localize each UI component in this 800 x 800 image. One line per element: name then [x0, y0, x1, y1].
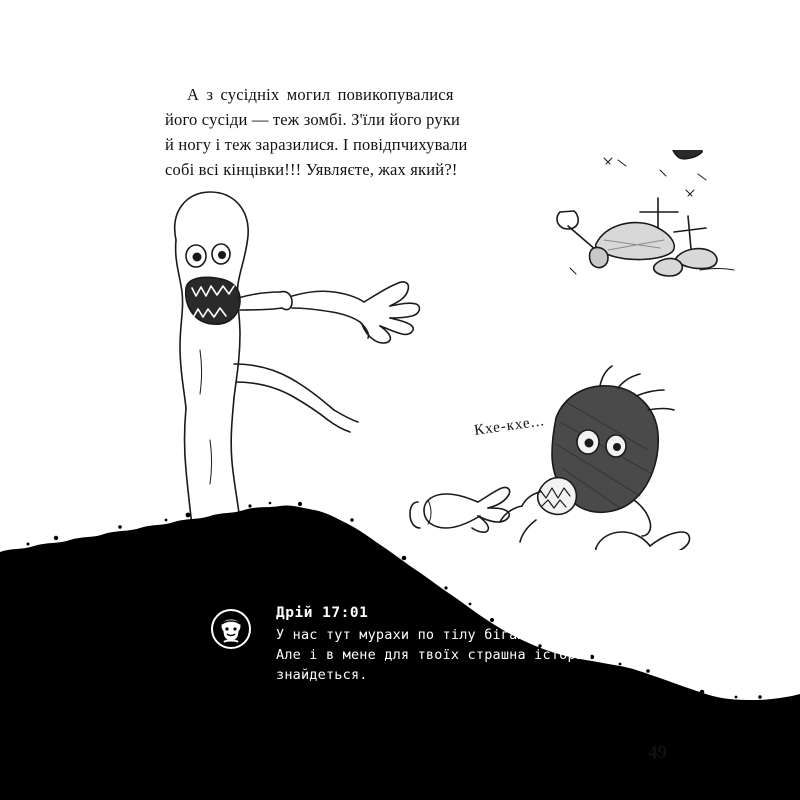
avatar: [210, 608, 252, 650]
zombie-scene-svg: [0, 150, 800, 550]
text-line-1-content: А з сусідніх могил повикопувалися: [187, 85, 454, 104]
boy-face-avatar-icon: [210, 608, 252, 650]
chat-sender-and-time: Дрій 17:01: [276, 605, 369, 621]
chat-message-text: У нас тут мурахи по тілу бігають від жаху! Але і в мене для твоїх страшна історія знайдеться.: [276, 627, 626, 683]
text-line-4-content: собі всі кінцівки!!! Уявляєте, жах який?!: [165, 160, 458, 179]
graveyard-elements: [557, 198, 734, 276]
sound-effect-text: Кхе-кхе...: [473, 413, 546, 439]
text-line-2: [165, 107, 515, 132]
standing-zombie-figure: [175, 192, 420, 550]
text-line-2-content: його сусіди — теж зомбі. З'їли його руки: [165, 110, 461, 129]
text-line-1: [165, 82, 515, 107]
text-line-3-content: й ногу і теж заразилися. І повідпчихували: [165, 135, 468, 154]
illustration-area: [0, 150, 800, 550]
flying-bats: [618, 150, 706, 180]
page-number: 49: [648, 742, 667, 763]
chat-body: [276, 605, 646, 685]
